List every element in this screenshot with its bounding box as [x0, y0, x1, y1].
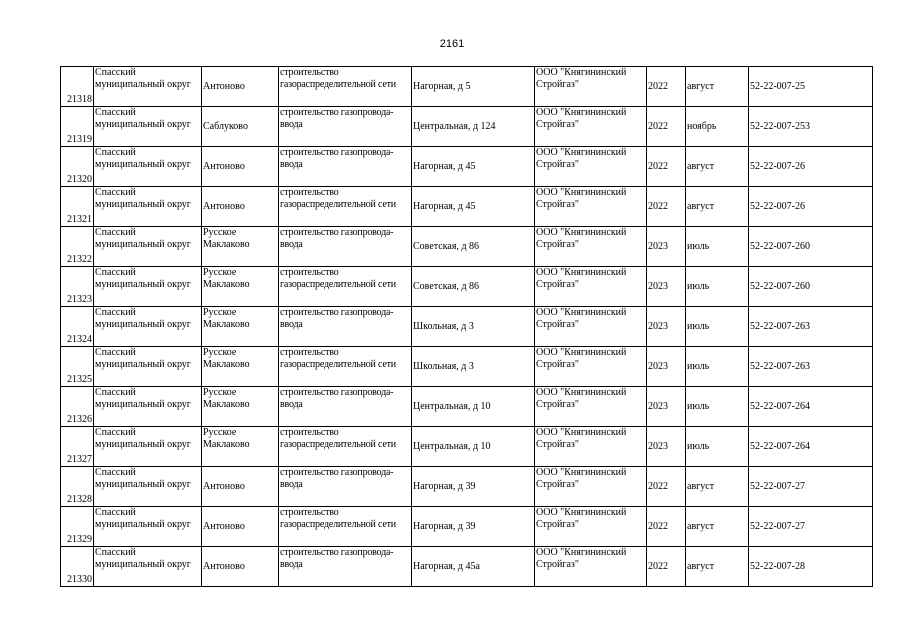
work-type-cell-line: строительство газопровода- [280, 107, 394, 118]
work-type-cell-line: газораспределительной сети [280, 439, 396, 450]
work-type-cell-line: ввода [280, 159, 303, 170]
district-cell-line: муниципальный округ [95, 359, 191, 370]
address-cell: Нагорная, д 45 [412, 187, 535, 227]
district-cell [94, 507, 202, 547]
district-cell-line: муниципальный округ [95, 279, 191, 290]
work-type-cell-line: строительство [280, 507, 339, 518]
year-cell: 2022 [647, 547, 686, 587]
organization-cell-line: ООО "Княгининский [536, 507, 627, 518]
organization-cell-line: Стройгаз" [536, 239, 579, 250]
year-cell: 2022 [647, 67, 686, 107]
organization-cell-line: Стройгаз" [536, 479, 579, 490]
district-cell-line: Спасский [95, 387, 136, 398]
work-type-cell-line: строительство [280, 67, 339, 78]
code-cell: 52-22-007-263 [749, 307, 873, 347]
organization-cell-line: ООО "Княгининский [536, 347, 627, 358]
month-cell: июль [686, 267, 749, 307]
district-cell-line: муниципальный округ [95, 519, 191, 530]
organization-cell-line: Стройгаз" [536, 199, 579, 210]
district-cell-line: Спасский [95, 67, 136, 78]
village-cell [202, 547, 279, 587]
organization-cell [535, 507, 647, 547]
organization-cell-line: ООО "Княгининский [536, 147, 627, 158]
work-type-cell [279, 67, 412, 107]
district-cell-line: муниципальный округ [95, 119, 191, 130]
code-cell: 52-22-007-27 [749, 467, 873, 507]
year-cell: 2022 [647, 467, 686, 507]
work-type-cell [279, 387, 412, 427]
organization-cell [535, 107, 647, 147]
village-cell-line: Маклаково [203, 319, 250, 330]
village-cell [202, 427, 279, 467]
address-cell: Школьная, д 3 [412, 307, 535, 347]
month-cell: июль [686, 227, 749, 267]
work-type-cell-line: газораспределительной сети [280, 519, 396, 530]
work-type-cell-line: ввода [280, 559, 303, 570]
row-number: 21324 [61, 307, 94, 347]
month-cell: август [686, 547, 749, 587]
address-cell: Центральная, д 10 [412, 387, 535, 427]
village-cell-line: Маклаково [203, 399, 250, 410]
organization-cell-line: ООО "Княгининский [536, 67, 627, 78]
work-type-cell [279, 427, 412, 467]
village-cell-line: Русское [203, 387, 237, 398]
work-type-cell-line: ввода [280, 239, 303, 250]
district-cell [94, 187, 202, 227]
table-row [61, 307, 873, 347]
organization-cell-line: ООО "Княгининский [536, 387, 627, 398]
work-type-cell-line: ввода [280, 399, 303, 410]
village-cell-line: Русское [203, 307, 237, 318]
address-cell: Советская, д 86 [412, 267, 535, 307]
organization-cell-line: ООО "Княгининский [536, 187, 627, 198]
district-cell-line: муниципальный округ [95, 399, 191, 410]
work-type-cell [279, 107, 412, 147]
organization-cell-line: ООО "Княгининский [536, 267, 627, 278]
table-row [61, 67, 873, 107]
organization-cell [535, 387, 647, 427]
village-cell [202, 187, 279, 227]
village-cell-line: Антоново [203, 80, 245, 92]
organization-cell-line: ООО "Княгининский [536, 427, 627, 438]
village-cell [202, 387, 279, 427]
village-cell-line: Русское [203, 227, 237, 238]
organization-cell-line: Стройгаз" [536, 79, 579, 90]
village-cell-line: Антоново [203, 520, 245, 532]
code-cell: 52-22-007-28 [749, 547, 873, 587]
district-cell-line: Спасский [95, 507, 136, 518]
district-cell [94, 427, 202, 467]
row-number: 21326 [61, 387, 94, 427]
month-cell: июль [686, 307, 749, 347]
organization-cell-line: ООО "Княгининский [536, 547, 627, 558]
row-number: 21320 [61, 147, 94, 187]
work-type-cell [279, 267, 412, 307]
registry-rows [61, 67, 873, 587]
year-cell: 2023 [647, 267, 686, 307]
district-cell [94, 67, 202, 107]
work-type-cell [279, 507, 412, 547]
organization-cell-line: ООО "Княгининский [536, 107, 627, 118]
work-type-cell-line: строительство газопровода- [280, 467, 394, 478]
table-row [61, 227, 873, 267]
district-cell-line: муниципальный округ [95, 319, 191, 330]
month-cell: июль [686, 347, 749, 387]
year-cell: 2023 [647, 427, 686, 467]
code-cell: 52-22-007-25 [749, 67, 873, 107]
month-cell: август [686, 147, 749, 187]
village-cell-line: Русское [203, 347, 237, 358]
row-number: 21322 [61, 227, 94, 267]
year-cell: 2022 [647, 107, 686, 147]
month-cell: август [686, 67, 749, 107]
village-cell-line: Маклаково [203, 359, 250, 370]
organization-cell [535, 467, 647, 507]
work-type-cell-line: ввода [280, 319, 303, 330]
village-cell-line: Русское [203, 267, 237, 278]
organization-cell-line: Стройгаз" [536, 439, 579, 450]
work-type-cell [279, 547, 412, 587]
village-cell-line: Антоново [203, 200, 245, 212]
work-type-cell-line: строительство газопровода- [280, 147, 394, 158]
year-cell: 2023 [647, 227, 686, 267]
village-cell [202, 467, 279, 507]
district-cell [94, 227, 202, 267]
month-cell: июль [686, 387, 749, 427]
village-cell [202, 307, 279, 347]
work-type-cell-line: газораспределительной сети [280, 359, 396, 370]
village-cell-line: Антоново [203, 560, 245, 572]
district-cell [94, 307, 202, 347]
row-number: 21321 [61, 187, 94, 227]
work-type-cell [279, 147, 412, 187]
row-number: 21319 [61, 107, 94, 147]
page-number: 2161 [439, 38, 465, 50]
work-type-cell-line: строительство [280, 267, 339, 278]
table-row [61, 347, 873, 387]
organization-cell-line: Стройгаз" [536, 519, 579, 530]
table-row [61, 187, 873, 227]
work-type-cell-line: строительство газопровода- [280, 547, 394, 558]
district-cell [94, 467, 202, 507]
address-cell: Советская, д 86 [412, 227, 535, 267]
code-cell: 52-22-007-264 [749, 427, 873, 467]
row-number: 21328 [61, 467, 94, 507]
row-number: 21329 [61, 507, 94, 547]
district-cell-line: Спасский [95, 547, 136, 558]
address-cell: Нагорная, д 39 [412, 467, 535, 507]
district-cell [94, 347, 202, 387]
organization-cell-line: Стройгаз" [536, 119, 579, 130]
district-cell-line: муниципальный округ [95, 559, 191, 570]
organization-cell [535, 547, 647, 587]
address-cell: Нагорная, д 5 [412, 67, 535, 107]
year-cell: 2022 [647, 147, 686, 187]
work-type-cell-line: строительство газопровода- [280, 227, 394, 238]
district-cell-line: муниципальный округ [95, 439, 191, 450]
code-cell: 52-22-007-264 [749, 387, 873, 427]
row-number: 21327 [61, 427, 94, 467]
table-row [61, 387, 873, 427]
code-cell: 52-22-007-253 [749, 107, 873, 147]
month-cell: ноябрь [686, 107, 749, 147]
district-cell-line: муниципальный округ [95, 199, 191, 210]
table-row [61, 547, 873, 587]
village-cell [202, 107, 279, 147]
row-number: 21325 [61, 347, 94, 387]
month-cell: июль [686, 427, 749, 467]
organization-cell-line: Стройгаз" [536, 359, 579, 370]
district-cell [94, 387, 202, 427]
work-type-cell [279, 227, 412, 267]
address-cell: Школьная, д 3 [412, 347, 535, 387]
work-type-cell [279, 187, 412, 227]
address-cell: Центральная, д 10 [412, 427, 535, 467]
organization-cell [535, 147, 647, 187]
work-type-cell-line: газораспределительной сети [280, 79, 396, 90]
organization-cell-line: Стройгаз" [536, 399, 579, 410]
row-number: 21330 [61, 547, 94, 587]
district-cell-line: муниципальный округ [95, 79, 191, 90]
code-cell: 52-22-007-26 [749, 147, 873, 187]
code-cell: 52-22-007-260 [749, 267, 873, 307]
organization-cell [535, 307, 647, 347]
work-type-cell-line: ввода [280, 479, 303, 490]
village-cell [202, 67, 279, 107]
code-cell: 52-22-007-26 [749, 187, 873, 227]
table-row [61, 427, 873, 467]
village-cell [202, 507, 279, 547]
table-row [61, 147, 873, 187]
organization-cell-line: ООО "Княгининский [536, 467, 627, 478]
organization-cell [535, 347, 647, 387]
village-cell [202, 267, 279, 307]
organization-cell-line: ООО "Княгининский [536, 227, 627, 238]
district-cell-line: Спасский [95, 107, 136, 118]
district-cell-line: Спасский [95, 227, 136, 238]
village-cell-line: Маклаково [203, 239, 250, 250]
month-cell: август [686, 467, 749, 507]
table-row [61, 267, 873, 307]
address-cell: Нагорная, д 39 [412, 507, 535, 547]
work-type-cell-line: ввода [280, 119, 303, 130]
row-number: 21318 [61, 67, 94, 107]
district-cell-line: Спасский [95, 427, 136, 438]
work-type-cell-line: строительство [280, 347, 339, 358]
organization-cell-line: Стройгаз" [536, 319, 579, 330]
organization-cell [535, 427, 647, 467]
district-cell [94, 267, 202, 307]
village-cell-line: Антоново [203, 160, 245, 172]
work-type-cell-line: газораспределительной сети [280, 279, 396, 290]
organization-cell [535, 187, 647, 227]
district-cell [94, 547, 202, 587]
organization-cell [535, 267, 647, 307]
code-cell: 52-22-007-27 [749, 507, 873, 547]
district-cell-line: муниципальный округ [95, 239, 191, 250]
year-cell: 2022 [647, 187, 686, 227]
organization-cell-line: Стройгаз" [536, 559, 579, 570]
district-cell-line: Спасский [95, 187, 136, 198]
code-cell: 52-22-007-260 [749, 227, 873, 267]
month-cell: август [686, 187, 749, 227]
village-cell-line: Маклаково [203, 439, 250, 450]
village-cell-line: Антоново [203, 480, 245, 492]
work-type-cell-line: строительство газопровода- [280, 387, 394, 398]
district-cell-line: муниципальный округ [95, 159, 191, 170]
village-cell [202, 147, 279, 187]
district-cell-line: Спасский [95, 267, 136, 278]
year-cell: 2022 [647, 507, 686, 547]
organization-cell-line: ООО "Княгининский [536, 307, 627, 318]
row-number: 21323 [61, 267, 94, 307]
work-type-cell [279, 467, 412, 507]
village-cell-line: Маклаково [203, 279, 250, 290]
table-row [61, 507, 873, 547]
organization-cell-line: Стройгаз" [536, 279, 579, 290]
address-cell: Нагорная, д 45 [412, 147, 535, 187]
village-cell [202, 347, 279, 387]
district-cell-line: Спасский [95, 467, 136, 478]
district-cell-line: Спасский [95, 347, 136, 358]
year-cell: 2023 [647, 387, 686, 427]
district-cell-line: муниципальный округ [95, 479, 191, 490]
work-type-cell-line: строительство газопровода- [280, 307, 394, 318]
organization-cell-line: Стройгаз" [536, 159, 579, 170]
work-type-cell-line: строительство [280, 427, 339, 438]
code-cell: 52-22-007-263 [749, 347, 873, 387]
registry-table [60, 66, 873, 587]
year-cell: 2023 [647, 347, 686, 387]
table-row [61, 467, 873, 507]
district-cell-line: Спасский [95, 147, 136, 158]
work-type-cell-line: газораспределительной сети [280, 199, 396, 210]
organization-cell [535, 67, 647, 107]
village-cell [202, 227, 279, 267]
district-cell [94, 107, 202, 147]
village-cell-line: Саблуково [203, 120, 248, 132]
table-row [61, 107, 873, 147]
work-type-cell [279, 307, 412, 347]
address-cell: Центральная, д 124 [412, 107, 535, 147]
year-cell: 2023 [647, 307, 686, 347]
district-cell [94, 147, 202, 187]
address-cell: Нагорная, д 45а [412, 547, 535, 587]
district-cell-line: Спасский [95, 307, 136, 318]
work-type-cell [279, 347, 412, 387]
month-cell: август [686, 507, 749, 547]
village-cell-line: Русское [203, 427, 237, 438]
organization-cell [535, 227, 647, 267]
work-type-cell-line: строительство [280, 187, 339, 198]
